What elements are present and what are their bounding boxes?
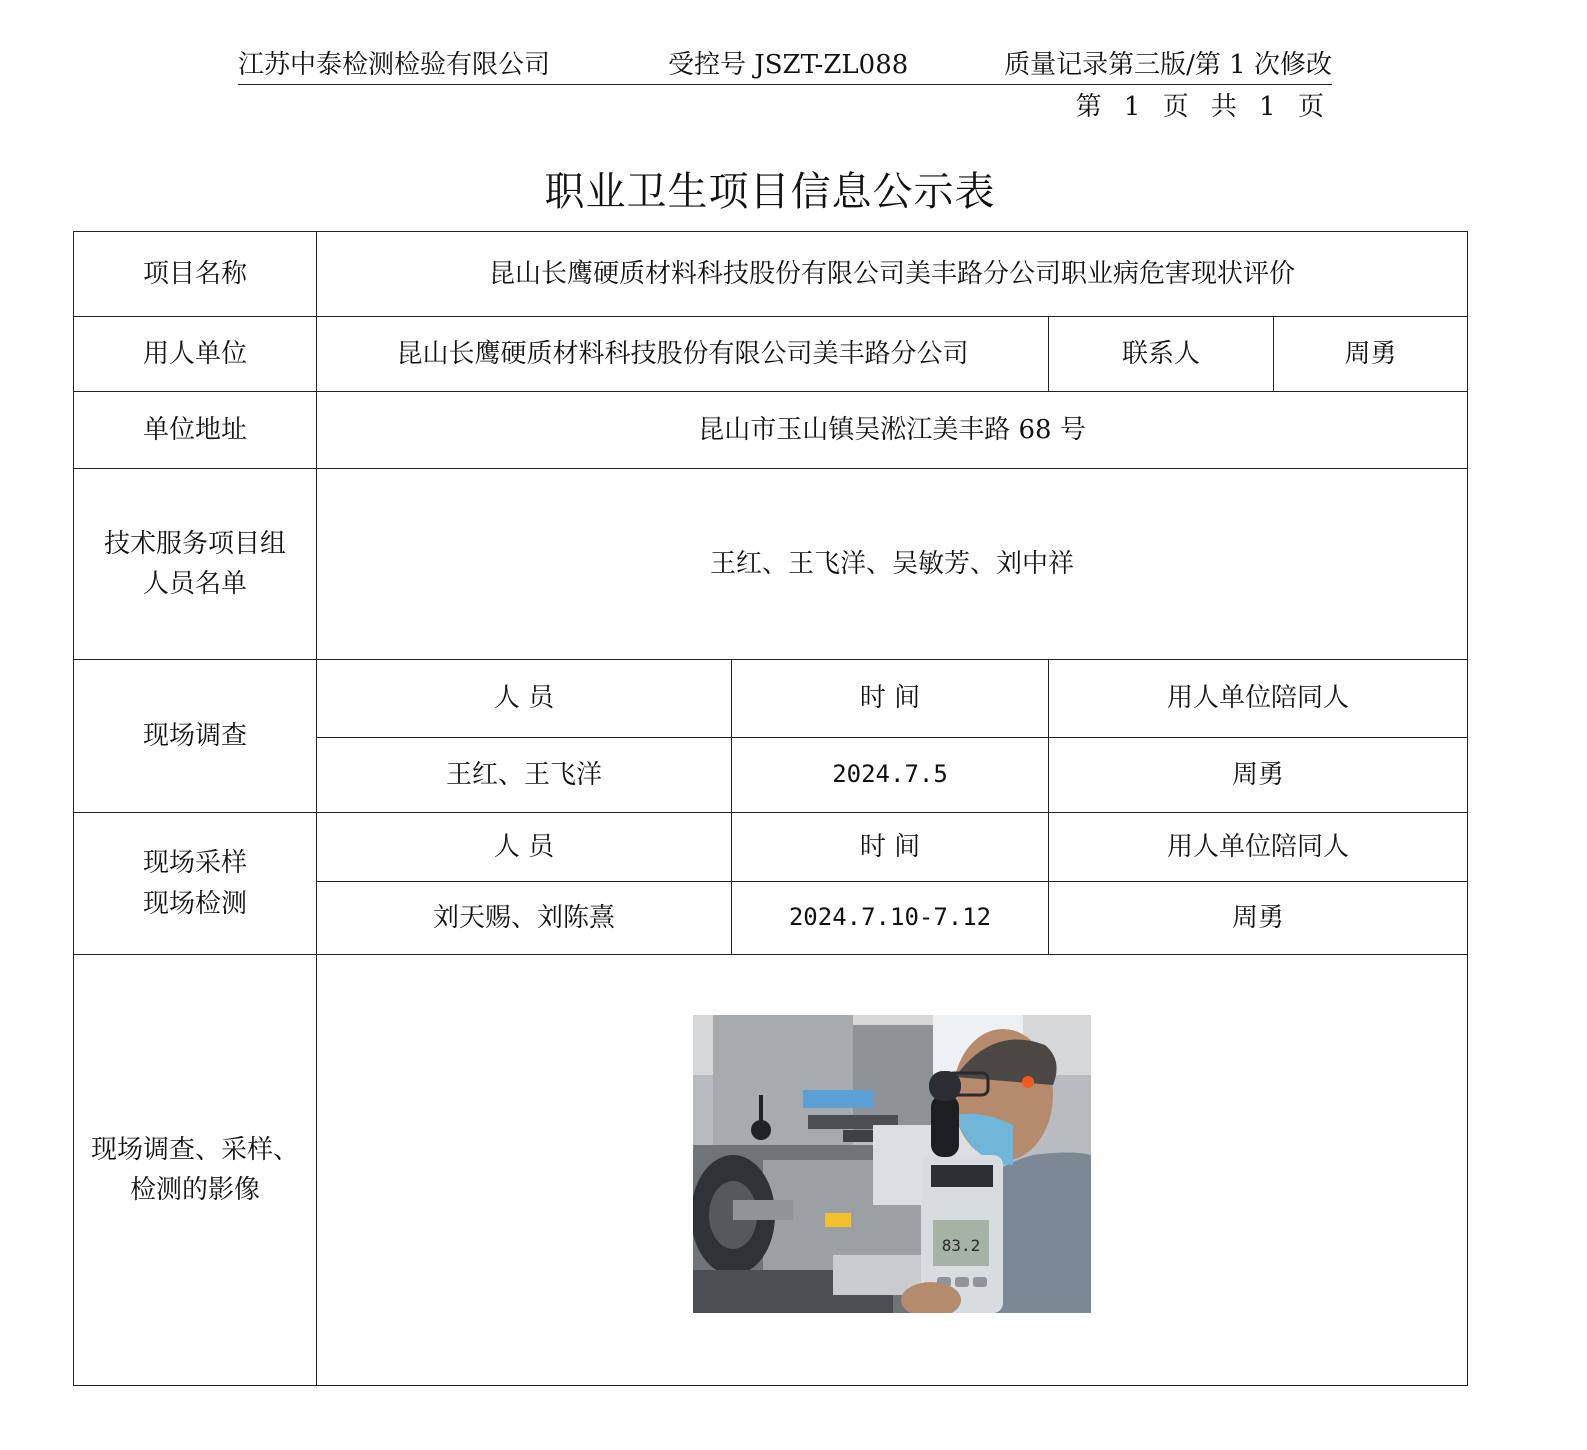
- team-value: 王红、王飞洋、吴敏芳、刘中祥: [317, 469, 1468, 660]
- row-address: [74, 392, 1468, 469]
- edition-info: 质量记录第三版/第 1 次修改: [1004, 50, 1332, 80]
- address-value: 昆山市玉山镇吴淞江美丰路 68 号: [317, 392, 1468, 469]
- images-label-line2: 检测的影像: [129, 1175, 260, 1205]
- images-label-line1: 现场调查、采样、: [90, 1134, 299, 1165]
- project-name-value: 昆山长鹰硬质材料科技股份有限公司美丰路分公司职业病危害现状评价: [317, 232, 1468, 317]
- employer-label: 用人单位: [74, 317, 317, 392]
- sampling-col-time: 时 间: [732, 813, 1049, 882]
- survey-time: 2024.7.5: [732, 738, 1049, 813]
- contact-value: 周勇: [1274, 317, 1468, 392]
- row-survey-header: [74, 660, 1468, 738]
- info-table: [73, 231, 1468, 1386]
- meter-reading: 83.2: [941, 1235, 981, 1255]
- sampling-time: 2024.7.10-7.12: [732, 882, 1049, 955]
- sampling-label-line1: 现场采样: [142, 848, 247, 879]
- site-photo: [693, 1015, 1091, 1313]
- team-label: [74, 469, 317, 660]
- page-info: 第 1 页 共 1 页: [1075, 92, 1324, 122]
- survey-companion: 周勇: [1049, 738, 1468, 813]
- survey-personnel: 王红、王飞洋: [317, 738, 732, 813]
- contact-label: 联系人: [1049, 317, 1274, 392]
- survey-label: 现场调查: [74, 660, 317, 813]
- team-label-line2: 人员名单: [142, 569, 247, 599]
- control-number: 受控号 JSZT-ZL088: [668, 50, 909, 80]
- sampling-companion: 周勇: [1049, 882, 1468, 955]
- team-label-line1: 技术服务项目组: [103, 528, 286, 559]
- sampling-col-personnel: 人 员: [317, 813, 732, 882]
- images-label: [74, 955, 317, 1386]
- page-title: 职业卫生项目信息公示表: [544, 169, 996, 215]
- row-employer: [74, 317, 1468, 392]
- sampling-label: [74, 813, 317, 955]
- images-cell: [317, 955, 1468, 1386]
- employer-value: 昆山长鹰硬质材料科技股份有限公司美丰路分公司: [317, 317, 1049, 392]
- row-images: [74, 955, 1468, 1386]
- row-sampling-header: [74, 813, 1468, 882]
- sampling-col-companion: 用人单位陪同人: [1049, 813, 1468, 882]
- sampling-personnel: 刘天赐、刘陈熹: [317, 882, 732, 955]
- survey-col-companion: 用人单位陪同人: [1049, 660, 1468, 738]
- sampling-label-line2: 现场检测: [142, 888, 247, 919]
- project-name-label: 项目名称: [74, 232, 317, 317]
- survey-col-time: 时 间: [732, 660, 1049, 738]
- row-project-name: [74, 232, 1468, 317]
- row-team: [74, 469, 1468, 660]
- document-header: [238, 38, 1332, 85]
- company-name: 江苏中泰检测检验有限公司: [238, 50, 551, 80]
- address-label: 单位地址: [74, 392, 317, 469]
- survey-col-personnel: 人 员: [317, 660, 732, 738]
